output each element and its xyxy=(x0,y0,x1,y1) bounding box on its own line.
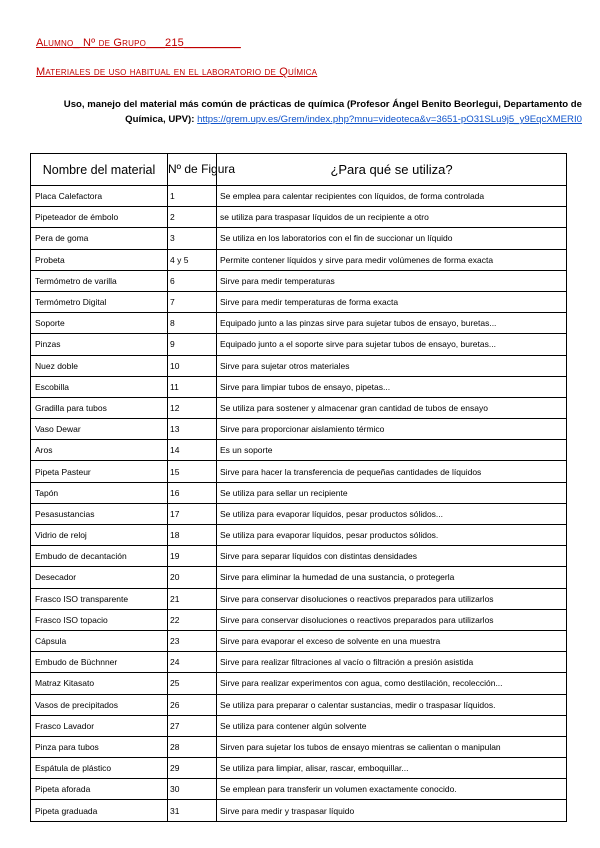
material-name-cell: Pesasustancias xyxy=(31,503,168,524)
usage-cell: Se utiliza para limpiar, alisar, rascar, emboquillar... xyxy=(217,758,567,779)
material-name-cell: Pipeteador de émbolo xyxy=(31,207,168,228)
figure-number-cell: 8 xyxy=(168,313,217,334)
usage-cell: Sirve para medir temperaturas de forma exacta xyxy=(217,291,567,312)
usage-cell: Sirve para medir y traspasar líquido xyxy=(217,800,567,821)
usage-cell: Sirve para eliminar la humedad de una sustancia, o protegerla xyxy=(217,567,567,588)
table-row xyxy=(31,609,567,630)
material-name-cell: Embudo de Büchnner xyxy=(31,652,168,673)
intro-title: Uso, manejo del material más común de prácticas de química (Profesor Ángel Benito xyxy=(63,99,452,110)
usage-cell: Equipado junto a las pinzas sirve para sujetar tubos de ensayo, buretas... xyxy=(217,313,567,334)
table-row xyxy=(31,461,567,482)
figure-number-cell: 19 xyxy=(168,546,217,567)
figure-number-cell: 22 xyxy=(168,609,217,630)
figure-number-cell: 1 xyxy=(168,186,217,207)
figure-number-cell: 2 xyxy=(168,207,217,228)
figure-number-cell: 9 xyxy=(168,334,217,355)
usage-cell: se utiliza para traspasar líquidos de un recipiente a otro xyxy=(217,207,567,228)
table-row xyxy=(31,228,567,249)
usage-cell: Sirve para evaporar el exceso de solvente en una muestra xyxy=(217,630,567,651)
material-name-cell: Pipeta aforada xyxy=(31,779,168,800)
figure-number-cell: 25 xyxy=(168,673,217,694)
figure-number-cell: 29 xyxy=(168,758,217,779)
figure-number-cell: 13 xyxy=(168,419,217,440)
usage-cell: Sirven para sujetar los tubos de ensayo mientras se calientan o manipulan xyxy=(217,736,567,757)
figure-number-cell: 18 xyxy=(168,525,217,546)
material-name-cell: Pera de goma xyxy=(31,228,168,249)
table-row xyxy=(31,249,567,270)
figure-number-cell: 15 xyxy=(168,461,217,482)
figure-number-cell: 20 xyxy=(168,567,217,588)
usage-cell: Permite contener líquidos y sirve para medir volúmenes de forma exacta xyxy=(217,249,567,270)
table-row xyxy=(31,588,567,609)
usage-cell: Sirve para realizar experimentos con agua, como destilación, recolección... xyxy=(217,673,567,694)
table-row xyxy=(31,313,567,334)
figure-number-cell: 6 xyxy=(168,270,217,291)
material-name-cell: Matraz Kitasato xyxy=(31,673,168,694)
usage-cell: Sirve para conservar disoluciones o reactivos preparados para utilizarlos xyxy=(217,588,567,609)
figure-number-cell: 17 xyxy=(168,503,217,524)
usage-cell: Se utiliza en los laboratorios con el fin de succionar un líquido xyxy=(217,228,567,249)
materials-table xyxy=(30,153,567,822)
table-row xyxy=(31,673,567,694)
material-name-cell: Pinzas xyxy=(31,334,168,355)
usage-cell: Sirve para sujetar otros materiales xyxy=(217,355,567,376)
table-row xyxy=(31,376,567,397)
material-name-cell: Termómetro de varilla xyxy=(31,270,168,291)
figure-number-cell: 24 xyxy=(168,652,217,673)
header-usage: ¿Para qué se utiliza? xyxy=(217,154,567,186)
material-name-cell: Vidrio de reloj xyxy=(31,525,168,546)
material-name-cell: Pipeta graduada xyxy=(31,800,168,821)
material-name-cell: Nuez doble xyxy=(31,355,168,376)
table-row xyxy=(31,334,567,355)
usage-cell: Se utiliza para sostener y almacenar gran cantidad de tubos de ensayo xyxy=(217,397,567,418)
table-row xyxy=(31,186,567,207)
figure-number-cell: 11 xyxy=(168,376,217,397)
usage-cell: Se emplea para calentar recipientes con líquidos, de forma controlada xyxy=(217,186,567,207)
header-figure-number: Nº de Figura xyxy=(168,154,217,186)
material-name-cell: Cápsula xyxy=(31,630,168,651)
usage-cell: Se utiliza para contener algún solvente xyxy=(217,715,567,736)
table-row xyxy=(31,291,567,312)
material-name-cell: Frasco Lavador xyxy=(31,715,168,736)
material-name-cell: Aros xyxy=(31,440,168,461)
table-row xyxy=(31,567,567,588)
table-header-row xyxy=(31,154,567,186)
material-name-cell: Escobilla xyxy=(31,376,168,397)
figure-number-cell: 30 xyxy=(168,779,217,800)
figure-number-cell: 10 xyxy=(168,355,217,376)
usage-cell: Sirve para medir temperaturas xyxy=(217,270,567,291)
usage-cell: Sirve para proporcionar aislamiento térmico xyxy=(217,419,567,440)
table-row xyxy=(31,694,567,715)
table-row xyxy=(31,630,567,651)
material-name-cell: Espátula de plástico xyxy=(31,758,168,779)
material-name-cell: Pipeta Pasteur xyxy=(31,461,168,482)
figure-number-cell: 12 xyxy=(168,397,217,418)
usage-cell: Es un soporte xyxy=(217,440,567,461)
table-row xyxy=(31,419,567,440)
figure-number-cell: 26 xyxy=(168,694,217,715)
table-row xyxy=(31,482,567,503)
material-name-cell: Desecador xyxy=(31,567,168,588)
figure-number-cell: 21 xyxy=(168,588,217,609)
figure-number-cell: 14 xyxy=(168,440,217,461)
material-name-cell: Frasco ISO topacio xyxy=(31,609,168,630)
table-row xyxy=(31,440,567,461)
document-title: Materiales de uso habitual en el laboratorio de Química xyxy=(36,66,318,78)
table-row xyxy=(31,503,567,524)
usage-cell: Sirve para separar líquidos con distintas densidades xyxy=(217,546,567,567)
figure-number-cell: 28 xyxy=(168,736,217,757)
table-row xyxy=(31,758,567,779)
figure-number-cell: 23 xyxy=(168,630,217,651)
table-row xyxy=(31,736,567,757)
figure-number-cell: 31 xyxy=(168,800,217,821)
material-name-cell: Embudo de decantación xyxy=(31,546,168,567)
material-name-cell: Pinza para tubos xyxy=(31,736,168,757)
material-name-cell: Gradilla para tubos xyxy=(31,397,168,418)
figure-number-cell: 16 xyxy=(168,482,217,503)
intro-department: Beorlegui, Departamento de Química, UPV): xyxy=(125,99,582,125)
material-name-cell: Frasco ISO transparente xyxy=(31,588,168,609)
table-row xyxy=(31,270,567,291)
table-row xyxy=(31,715,567,736)
table-row xyxy=(31,779,567,800)
figure-number-cell: 7 xyxy=(168,291,217,312)
table-row xyxy=(31,800,567,821)
usage-cell: Sirve para conservar disoluciones o reactivos preparados para utilizarlos xyxy=(217,609,567,630)
usage-cell: Se utiliza para evaporar líquidos, pesar productos sólidos. xyxy=(217,525,567,546)
figure-number-cell: 3 xyxy=(168,228,217,249)
student-group-line: Alumno_ Nº de Grupo___215_________ xyxy=(36,37,241,49)
material-name-cell: Vaso Dewar xyxy=(31,419,168,440)
material-name-cell: Probeta xyxy=(31,249,168,270)
video-link[interactable]: https://grem.upv.es/Grem/index.php?mnu=videoteca&v=3651-pO31SLu9j5_y9EqcXMERI0 xyxy=(197,114,582,125)
material-name-cell: Soporte xyxy=(31,313,168,334)
header-material-name: Nombre del material xyxy=(31,154,168,186)
material-name-cell: Termómetro Digital xyxy=(31,291,168,312)
material-name-cell: Placa Calefactora xyxy=(31,186,168,207)
usage-cell: Sirve para realizar filtraciones al vacío o filtración a presión asistida xyxy=(217,652,567,673)
material-name-cell: Tapón xyxy=(31,482,168,503)
intro-paragraph xyxy=(22,97,582,127)
usage-cell: Se utiliza para evaporar líquidos, pesar productos sólidos... xyxy=(217,503,567,524)
table-row xyxy=(31,355,567,376)
table-row xyxy=(31,652,567,673)
usage-cell: Se utiliza para preparar o calentar sustancias, medir o traspasar líquidos. xyxy=(217,694,567,715)
usage-cell: Equipado junto a el soporte sirve para sujetar tubos de ensayo, buretas... xyxy=(217,334,567,355)
table-row xyxy=(31,207,567,228)
usage-cell: Sirve para hacer la transferencia de pequeñas cantidades de líquidos xyxy=(217,461,567,482)
table-row xyxy=(31,546,567,567)
figure-number-cell: 4 y 5 xyxy=(168,249,217,270)
usage-cell: Se utiliza para sellar un recipiente xyxy=(217,482,567,503)
table-row xyxy=(31,525,567,546)
figure-number-cell: 27 xyxy=(168,715,217,736)
usage-cell: Sirve para limpiar tubos de ensayo, pipetas... xyxy=(217,376,567,397)
usage-cell: Se emplean para transferir un volumen exactamente conocido. xyxy=(217,779,567,800)
material-name-cell: Vasos de precipitados xyxy=(31,694,168,715)
table-row xyxy=(31,397,567,418)
